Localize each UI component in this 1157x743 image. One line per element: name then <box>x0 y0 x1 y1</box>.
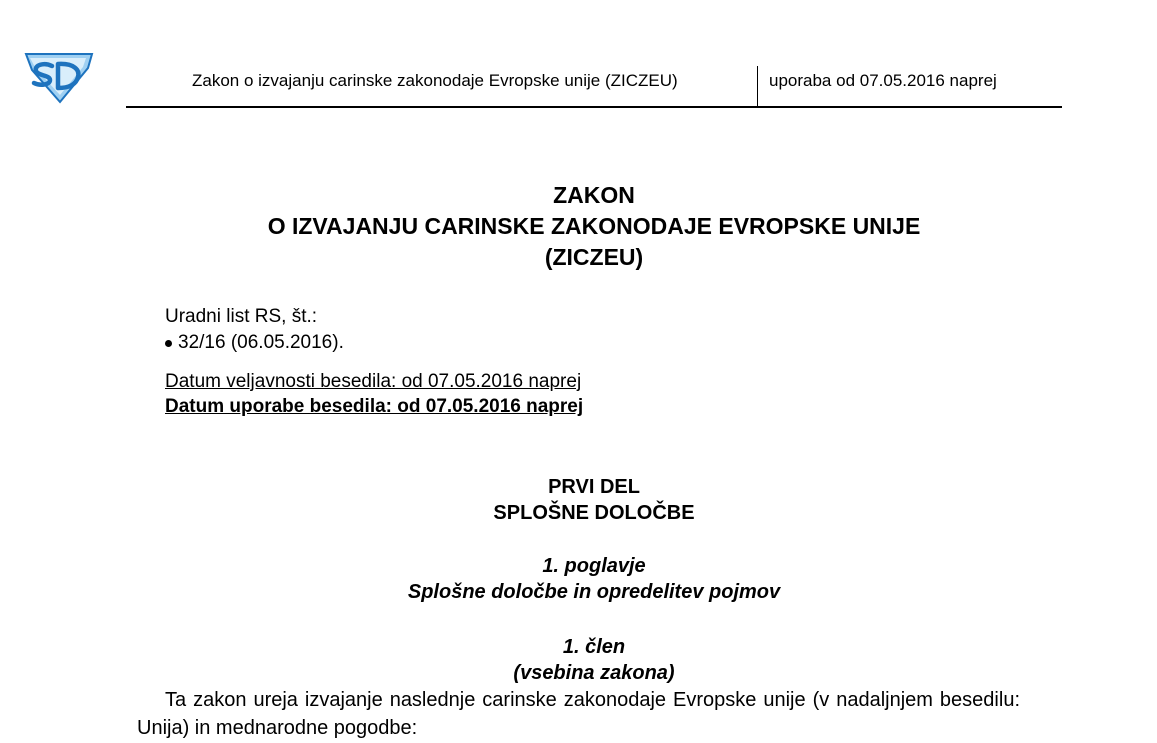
official-gazette-list <box>165 304 344 356</box>
article-number: 1. člen <box>562 636 626 658</box>
bullet-icon <box>165 340 172 347</box>
validity-date: Datum veljavnosti besedila: od 07.05.2016 naprej <box>165 371 582 392</box>
gazette-label: Uradni list RS, št.: <box>165 306 318 327</box>
header-validity: uporaba od 07.05.2016 naprej <box>769 71 997 90</box>
chapter-name: Splošne določbe in opredelitev pojmov <box>407 581 781 603</box>
part-heading <box>126 474 1062 526</box>
part-number: PRVI DEL <box>548 476 640 498</box>
article-paragraph: Ta zakon ureja izvajanje naslednje carinske zakonodaje Evropske unije (v nadaljnjem besedilu: Unija) in mednarodne pogodbe: <box>137 689 1020 739</box>
chapter-number: 1. poglavje <box>542 555 646 577</box>
sd-shield-logo-icon <box>22 48 96 104</box>
usage-date: Datum uporabe besedila: od 07.05.2016 naprej <box>165 396 584 417</box>
text-dates <box>165 369 583 419</box>
gazette-entry <box>165 330 344 356</box>
law-title-line-2: O IZVAJANJU CARINSKE ZAKONODAJE EVROPSKE UNIJE <box>267 213 921 239</box>
part-name: SPLOŠNE DOLOČBE <box>493 502 695 524</box>
gazette-entry-text: 32/16 (06.05.2016). <box>178 332 344 353</box>
article-heading <box>126 634 1062 686</box>
law-title-line-3: (ZICZEU) <box>544 244 644 270</box>
running-header <box>126 66 1062 108</box>
law-title-line-1: ZAKON <box>553 182 635 208</box>
header-law-title: Zakon o izvajanju carinske zakonodaje Evropske unije (ZICZEU) <box>192 71 678 90</box>
law-title <box>126 180 1062 273</box>
article-name: (vsebina zakona) <box>513 662 675 684</box>
header-divider <box>757 66 758 106</box>
chapter-heading <box>126 553 1062 605</box>
